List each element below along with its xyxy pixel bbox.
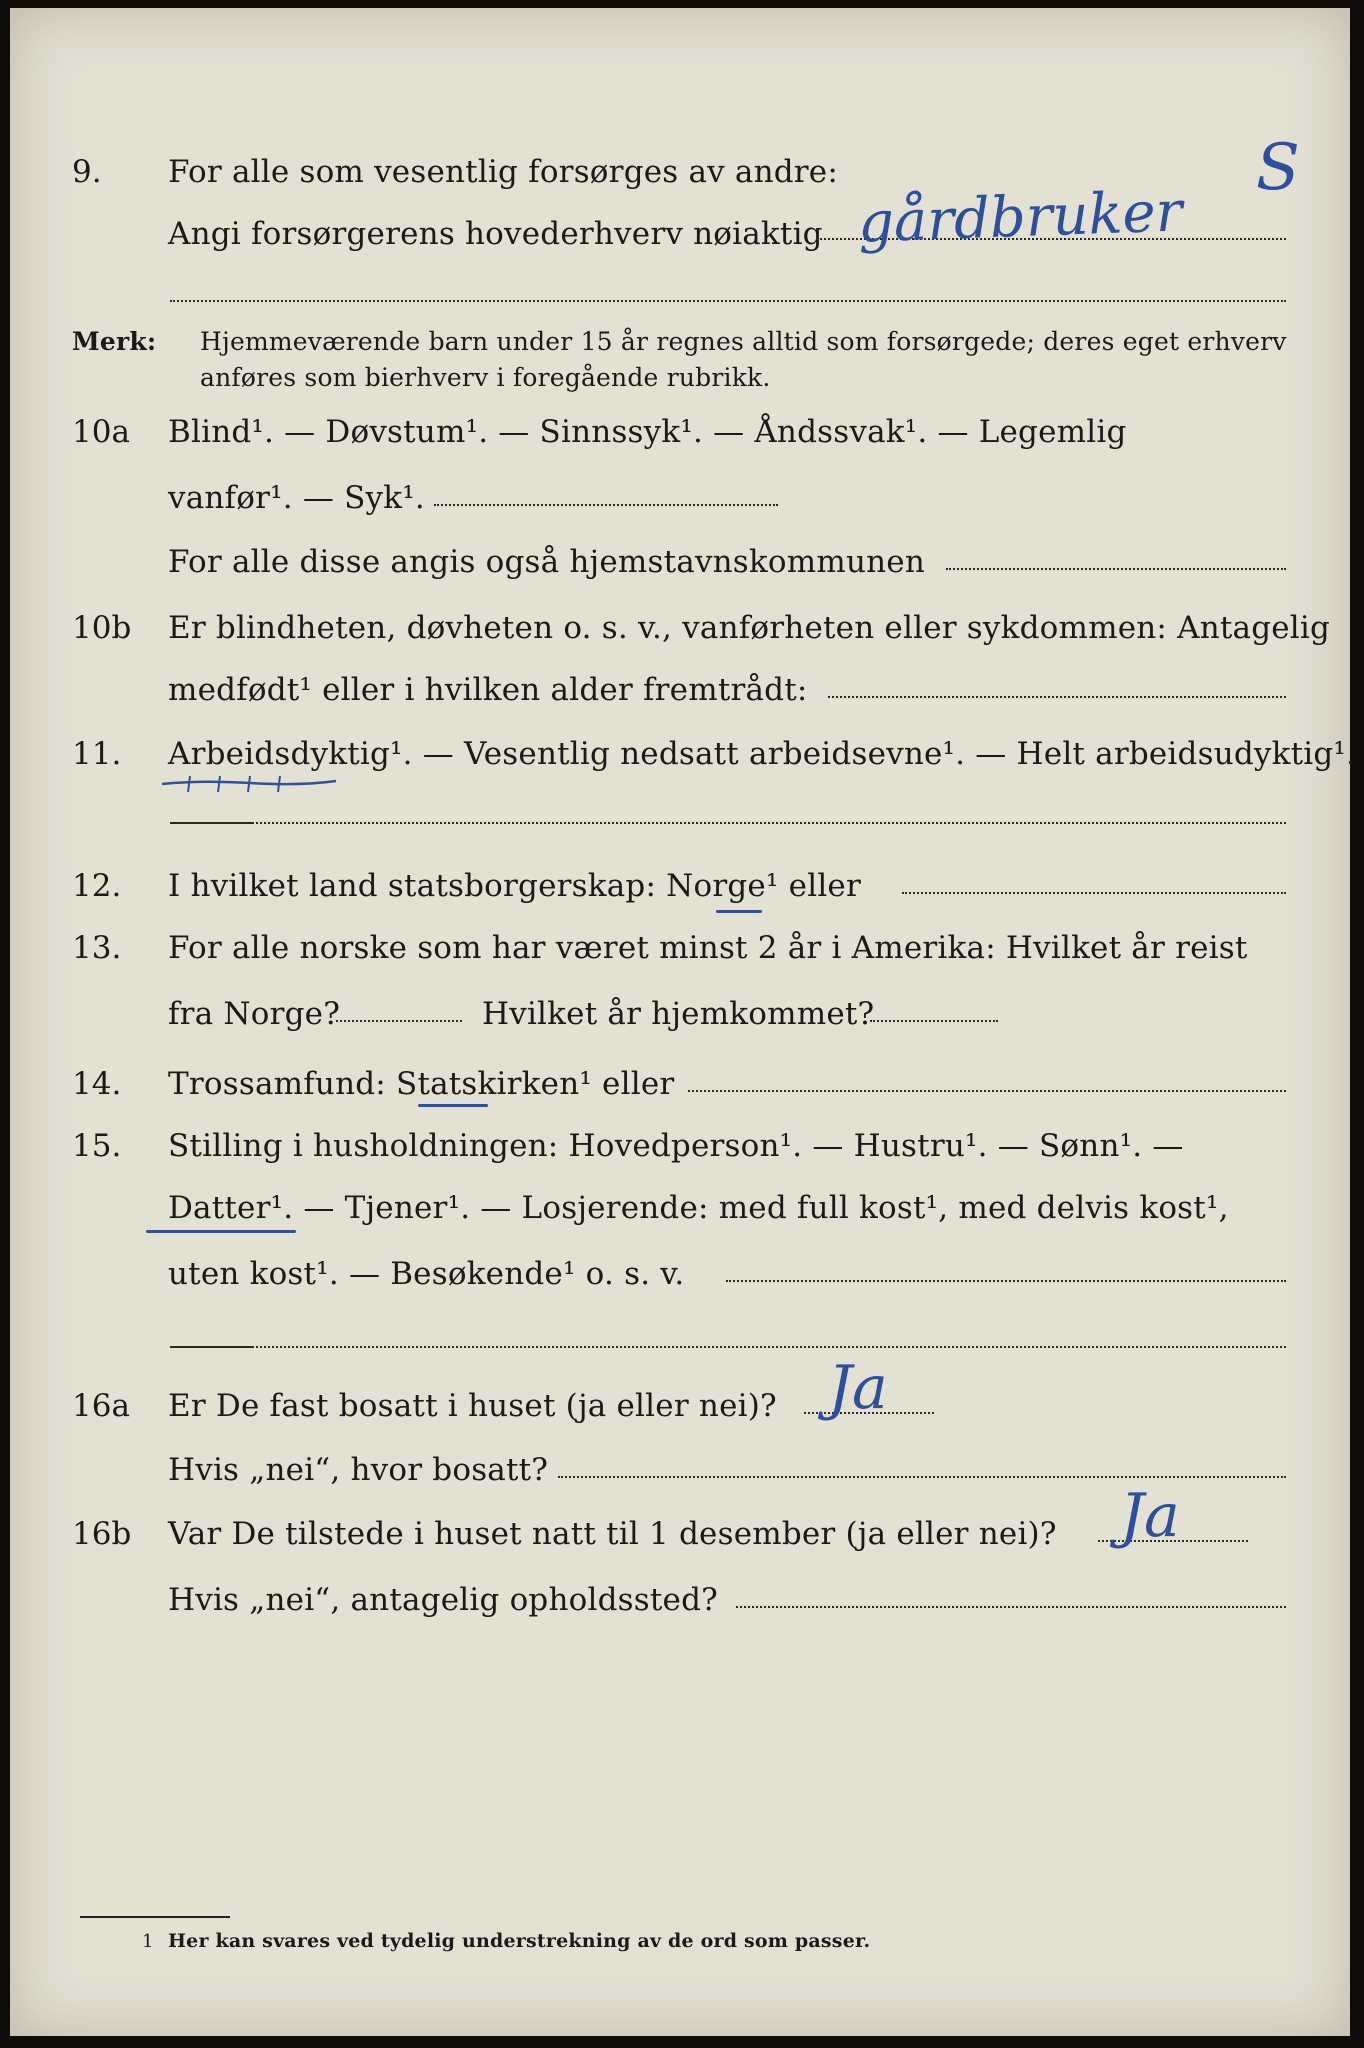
q9-handwritten-answer: gårdbruker xyxy=(856,179,1184,256)
q9-line1: For alle som vesentlig forsørges av andre: xyxy=(168,154,838,190)
q11-line1: Arbeidsdyktig¹. — Vesentlig nedsatt arbeidsevne¹. — Helt arbeidsudyktig¹. xyxy=(168,736,1357,772)
q16a-number: 16a xyxy=(72,1388,130,1424)
footnote-rule xyxy=(80,1916,230,1918)
q12-line1: I hvilket land statsborgerskap: Norge¹ eller xyxy=(168,868,861,904)
q10a-line1: Blind¹. — Døvstum¹. — Sinnssyk¹. — Åndssvak¹. — Legemlig xyxy=(168,414,1127,450)
q15-number: 15. xyxy=(72,1128,122,1164)
q10a-line3: For alle disse angis også hjemstavnskommunen xyxy=(168,544,925,580)
q11-number: 11. xyxy=(72,736,122,772)
q10b-answer-line xyxy=(828,696,1286,698)
q14-answer-line xyxy=(688,1090,1286,1092)
q11-handwritten-underline xyxy=(160,772,340,800)
q15-line3: uten kost¹. — Besøkende¹ o. s. v. xyxy=(168,1256,685,1292)
q10a-answer-line xyxy=(434,504,778,506)
q13-return-line xyxy=(870,1020,998,1022)
q16a-line2: Hvis „nei“, hvor bosatt? xyxy=(168,1452,549,1488)
q16a-residence-line xyxy=(558,1476,1286,1478)
q13-line2b: Hvilket år hjemkommet? xyxy=(482,996,875,1032)
q13-line1: For alle norske som har været minst 2 år i Amerika: Hvilket år reist xyxy=(168,930,1248,966)
q16a-line1: Er De fast bosatt i huset (ja eller nei)? xyxy=(168,1388,777,1424)
q12-number: 12. xyxy=(72,868,122,904)
q10a-municipality-line xyxy=(946,568,1286,570)
q10a-number: 10a xyxy=(72,414,130,450)
q15-line2: Datter¹. — Tjener¹. — Losjerende: med full kost¹, med delvis kost¹, xyxy=(168,1190,1229,1226)
q16b-handwritten-answer: Ja xyxy=(1120,1481,1180,1551)
q14-line1: Trossamfund: Statskirken¹ eller xyxy=(168,1066,675,1102)
q16b-line1: Var De tilstede i huset natt til 1 desember (ja eller nei)? xyxy=(168,1516,1057,1552)
q11-answer-line-start xyxy=(170,822,252,824)
q15-datter-underline xyxy=(146,1230,296,1233)
merk-label: Merk: xyxy=(72,327,157,356)
q10a-line2: vanfør¹. — Syk¹. xyxy=(168,480,425,516)
q15-extra-line xyxy=(252,1346,1286,1348)
q13-line2a: fra Norge? xyxy=(168,996,341,1032)
q12-answer-line xyxy=(902,892,1286,894)
q12-norge-underline xyxy=(716,910,762,913)
merk-line1: Hjemmeværende barn under 15 år regnes alltid som forsørgede; deres eget erhverv xyxy=(200,327,1287,356)
q16b-number: 16b xyxy=(72,1516,132,1552)
q9-handwritten-mark: S xyxy=(1256,131,1300,205)
q10b-line2: medfødt¹ eller i hvilken alder fremtrådt: xyxy=(168,672,808,708)
q16b-line2: Hvis „nei“, antagelig opholdssted? xyxy=(168,1582,718,1618)
q15-answer-line xyxy=(726,1280,1286,1282)
q13-departure-line xyxy=(336,1020,462,1022)
q14-statskirken-underline xyxy=(418,1104,488,1107)
q9-number: 9. xyxy=(72,154,102,190)
q10b-line1: Er blindheten, døvheten o. s. v., vanførheten eller sykdommen: Antagelig xyxy=(168,610,1331,646)
q11-answer-line xyxy=(252,822,1286,824)
q16a-handwritten-answer: Ja xyxy=(828,1353,888,1423)
q15-extra-line-start xyxy=(170,1346,252,1348)
q14-number: 14. xyxy=(72,1066,122,1102)
q16b-location-line xyxy=(736,1606,1286,1608)
q9-line2: Angi forsørgerens hovederhverv nøiaktig xyxy=(168,216,823,252)
q9-extra-line xyxy=(170,300,1286,302)
q10b-number: 10b xyxy=(72,610,132,646)
footnote-text: Her kan svares ved tydelig understrekning av de ord som passer. xyxy=(168,1930,871,1952)
q13-number: 13. xyxy=(72,930,122,966)
census-form-page xyxy=(10,8,1357,2036)
footnote-mark: 1 xyxy=(142,1931,154,1952)
merk-line2: anføres som bierhverv i foregående rubrikk. xyxy=(200,363,771,392)
q15-line1: Stilling i husholdningen: Hovedperson¹. — Hustru¹. — Sønn¹. — xyxy=(168,1128,1184,1164)
